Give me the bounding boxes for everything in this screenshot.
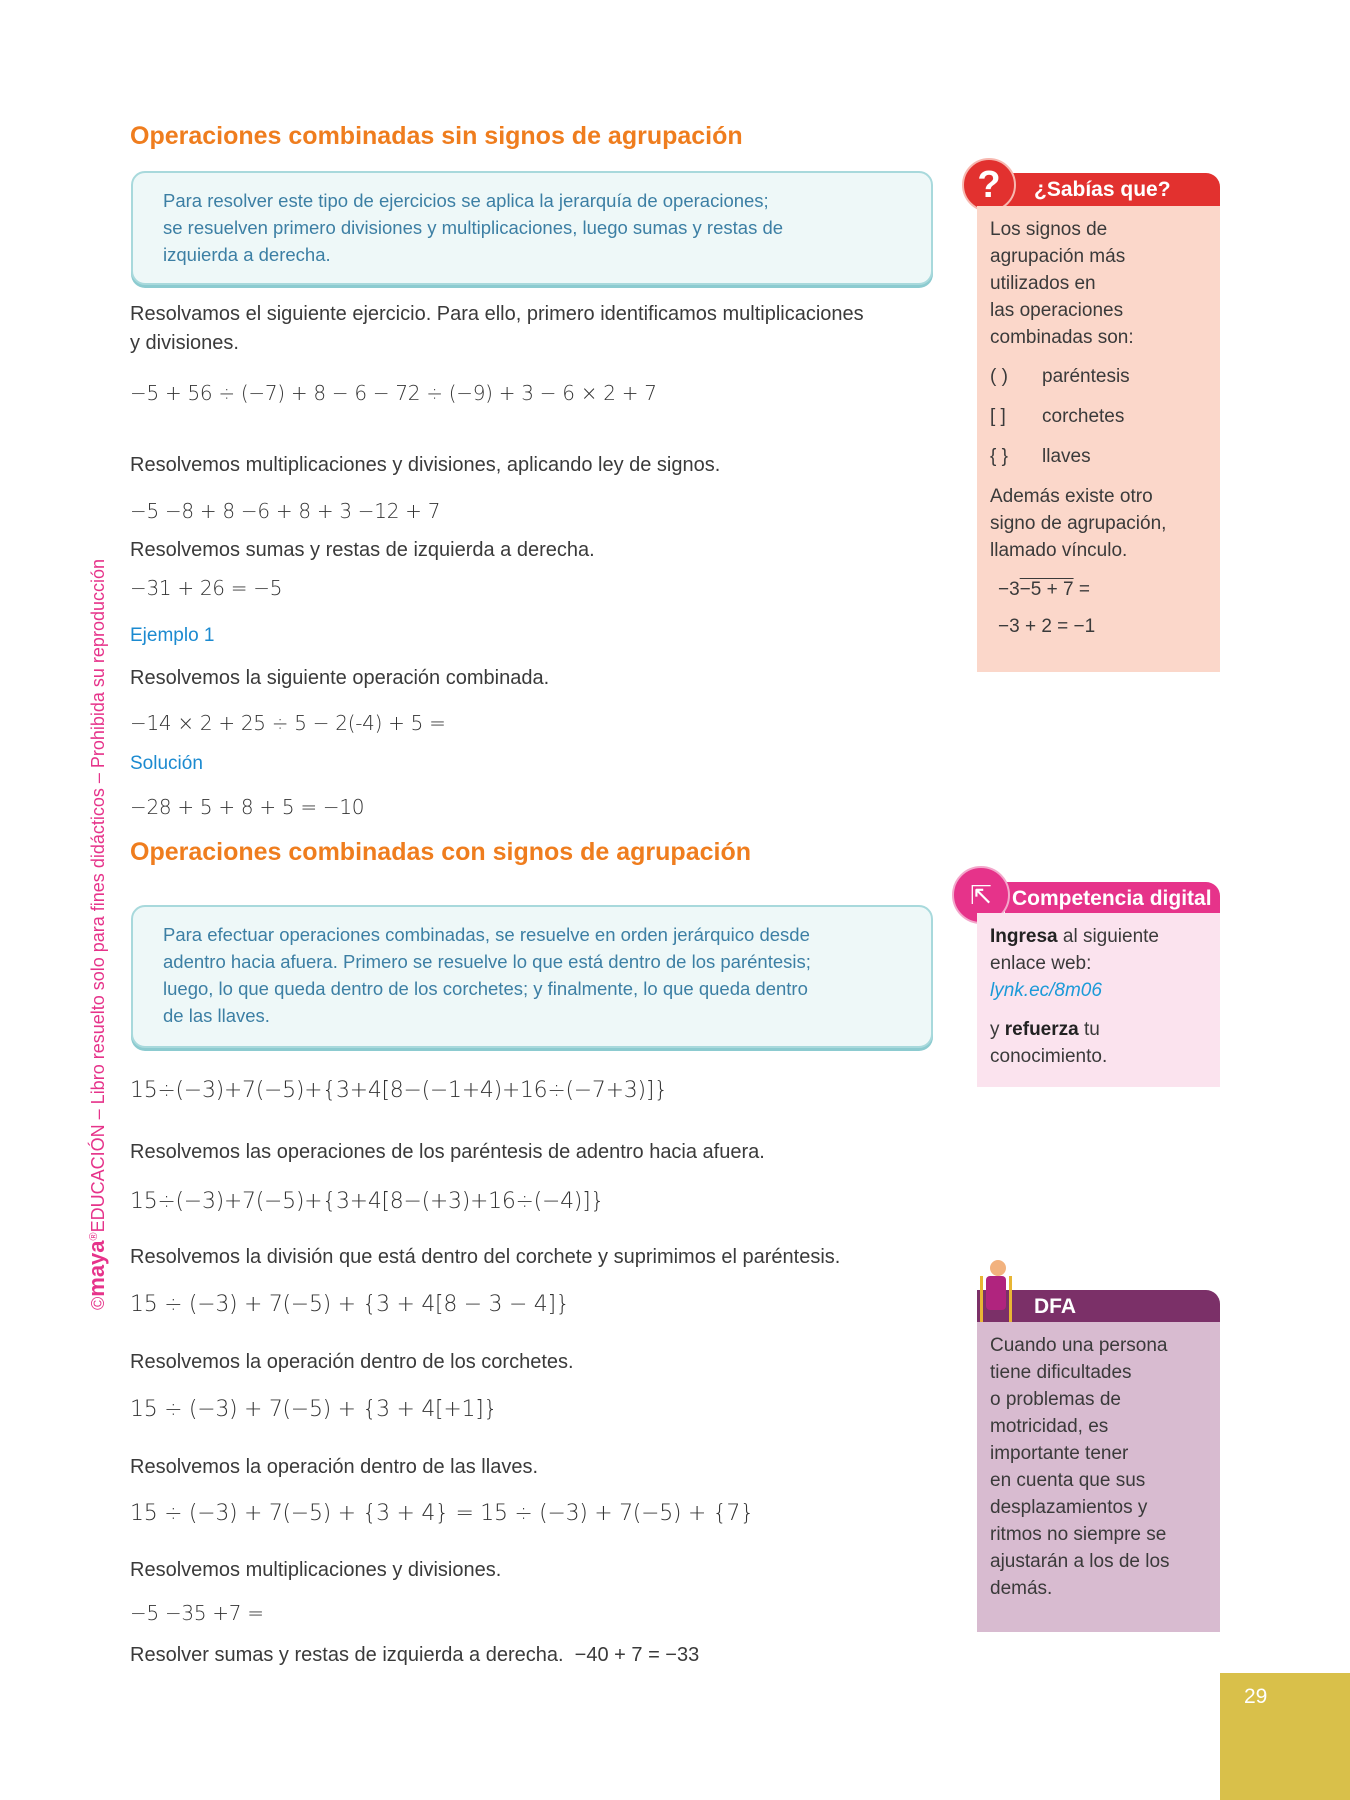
equation: −28 + 5 + 8 + 5 = −10 bbox=[130, 795, 365, 819]
registered-mark: ® bbox=[88, 1232, 100, 1241]
vinculo-suffix: = bbox=[1073, 579, 1090, 600]
example-label: Ejemplo 1 bbox=[130, 625, 215, 646]
equation: −5 −8 + 8 −6 + 8 + 3 −12 + 7 bbox=[130, 499, 441, 523]
info-line: luego, lo que queda dentro de los corchetes; y finalmente, lo que queda dentro bbox=[163, 978, 808, 999]
line: ritmos no siempre se bbox=[990, 1524, 1167, 1545]
line: al siguiente bbox=[1057, 926, 1159, 947]
line: utilizados en bbox=[990, 273, 1096, 294]
line: conocimiento. bbox=[990, 1046, 1108, 1067]
info-line: Para efectuar operaciones combinadas, se resuelve en orden jerárquico desde bbox=[163, 924, 810, 945]
copyright-symbol: © bbox=[88, 1296, 108, 1310]
step-text: Resolvemos la división que está dentro del corchete y suprimimos el paréntesis. bbox=[130, 1246, 841, 1268]
equation: 15 ÷ (−3) + 7(−5) + {3 + 4[+1]} bbox=[130, 1397, 498, 1422]
line: motricidad, es bbox=[990, 1416, 1109, 1437]
dfa-body bbox=[977, 1322, 1220, 1632]
info-line: Para resolver este tipo de ejercicios se aplica la jerarquía de operaciones; bbox=[163, 190, 769, 211]
step-text: Resolvemos la siguiente operación combinada. bbox=[130, 667, 550, 689]
section1-title: Operaciones combinadas sin signos de agrupación bbox=[130, 122, 743, 150]
equation: 15 ÷ (−3) + 7(−5) + {3 + 4} = 15 ÷ (−3) + 7(−5) + {7} bbox=[130, 1501, 754, 1526]
equation: −14 × 2 + 25 ÷ 5 − 2(-4) + 5 = bbox=[130, 711, 446, 735]
page-number-tab bbox=[1220, 1673, 1350, 1800]
credit-text: EDUCACIÓN – Libro resuelto solo para fines didácticos – Prohibida su reproducción bbox=[88, 559, 108, 1233]
step-text: Resolvemos la operación dentro de las llaves. bbox=[130, 1456, 538, 1478]
line: signo de agrupación, bbox=[990, 513, 1167, 534]
step-text bbox=[130, 1644, 699, 1667]
solution-label: Solución bbox=[130, 753, 203, 774]
web-link[interactable]: lynk.ec/8m06 bbox=[990, 980, 1102, 1001]
cursor-icon: ⇱ bbox=[952, 866, 1010, 924]
line: tu bbox=[1078, 1019, 1100, 1040]
line: o problemas de bbox=[990, 1389, 1121, 1410]
vinculo-prefix: −3 bbox=[998, 579, 1020, 600]
info-line: izquierda a derecha. bbox=[163, 244, 331, 265]
line: enlace web: bbox=[990, 953, 1092, 974]
line: desplazamientos y bbox=[990, 1497, 1148, 1518]
line: importante tener bbox=[990, 1443, 1129, 1464]
line: Además existe otro bbox=[990, 486, 1153, 507]
line: demás. bbox=[990, 1578, 1053, 1599]
intro-line: Resolvamos el siguiente ejercicio. Para ello, primero identificamos multiplicaciones bbox=[130, 303, 864, 325]
refuerza-bold: refuerza bbox=[1004, 1019, 1079, 1040]
brand-logo: maya bbox=[84, 1240, 109, 1297]
step-text: Resolvemos multiplicaciones y divisiones. bbox=[130, 1559, 502, 1581]
line: tiene dificultades bbox=[990, 1362, 1132, 1383]
vinculo-over: −5 + 7 bbox=[1019, 579, 1074, 600]
symbol-row bbox=[990, 363, 1207, 390]
equation: 15 ÷ (−3) + 7(−5) + {3 + 4[8 − 3 − 4]} bbox=[130, 1292, 570, 1317]
competencia-title: Competencia digital bbox=[1012, 887, 1212, 910]
question-icon: ? bbox=[962, 158, 1016, 212]
step-text-label: Resolver sumas y restas de izquierda a derecha. bbox=[130, 1644, 564, 1666]
symbol-row bbox=[990, 403, 1207, 430]
vinculo-result: −3 + 2 = −1 bbox=[998, 616, 1096, 637]
symbol-row bbox=[990, 443, 1207, 470]
section1-info-box bbox=[131, 171, 933, 285]
line: combinadas son: bbox=[990, 327, 1134, 348]
sabias-body bbox=[977, 206, 1220, 672]
equation: −5 + 56 ÷ (−7) + 8 − 6 − 72 ÷ (−9) + 3 − 6 × 2 + 7 bbox=[130, 381, 657, 405]
line: ajustarán a los de los bbox=[990, 1551, 1170, 1572]
section2-info-box bbox=[131, 905, 933, 1048]
step-text: Resolvemos multiplicaciones y divisiones, aplicando ley de signos. bbox=[130, 454, 721, 476]
info-line: adentro hacia afuera. Primero se resuelve lo que está dentro de los paréntesis; bbox=[163, 951, 811, 972]
sabias-header bbox=[1000, 173, 1220, 206]
ingresa-bold: Ingresa bbox=[990, 926, 1058, 947]
dfa-title: DFA bbox=[1034, 1295, 1076, 1318]
equation: 15÷(−3)+7(−5)+{3+4[8−(−1+4)+16÷(−7+3)]} bbox=[130, 1078, 668, 1103]
step-text: Resolvemos las operaciones de los paréntesis de adentro hacia afuera. bbox=[130, 1141, 765, 1163]
symbol: ( ) bbox=[990, 366, 1008, 387]
sabias-intro bbox=[990, 216, 1207, 351]
page-number: 29 bbox=[1244, 1685, 1268, 1708]
symbol: { } bbox=[990, 446, 1008, 467]
line: llamado vínculo. bbox=[990, 540, 1128, 561]
intro-line: y divisiones. bbox=[130, 332, 239, 354]
line: en cuenta que sus bbox=[990, 1470, 1146, 1491]
step-text: Resolvemos la operación dentro de los corchetes. bbox=[130, 1351, 574, 1373]
line: las operaciones bbox=[990, 300, 1124, 321]
section2-title: Operaciones combinadas con signos de agrupación bbox=[130, 838, 751, 866]
equation: 15÷(−3)+7(−5)+{3+4[8−(+3)+16÷(−4)]} bbox=[130, 1189, 605, 1214]
sabias-extra bbox=[990, 483, 1207, 564]
competencia-body bbox=[977, 913, 1220, 1087]
line: Los signos de bbox=[990, 219, 1108, 240]
person-crutches-icon bbox=[980, 1258, 1014, 1328]
side-credit bbox=[84, 490, 110, 1310]
equation: −31 + 26 = −5 bbox=[130, 576, 283, 600]
equation: −40 + 7 = −33 bbox=[574, 1644, 700, 1666]
step-text: Resolvemos sumas y restas de izquierda a derecha. bbox=[130, 539, 595, 561]
line: Cuando una persona bbox=[990, 1335, 1168, 1356]
symbol-name: corchetes bbox=[1042, 406, 1125, 427]
sabias-title: ¿Sabías que? bbox=[1034, 178, 1171, 201]
vinculo-example bbox=[990, 576, 1207, 603]
symbol-name: llaves bbox=[1042, 446, 1091, 467]
symbol-name: paréntesis bbox=[1042, 366, 1130, 387]
info-line: de las llaves. bbox=[163, 1005, 270, 1026]
symbol: [ ] bbox=[990, 406, 1006, 427]
info-line: se resuelven primero divisiones y multiplicaciones, luego sumas y restas de bbox=[163, 217, 784, 238]
equation: −5 −35 +7 = bbox=[130, 1601, 264, 1625]
line: agrupación más bbox=[990, 246, 1126, 267]
competencia-header bbox=[1005, 882, 1220, 915]
line: y bbox=[990, 1019, 1005, 1040]
